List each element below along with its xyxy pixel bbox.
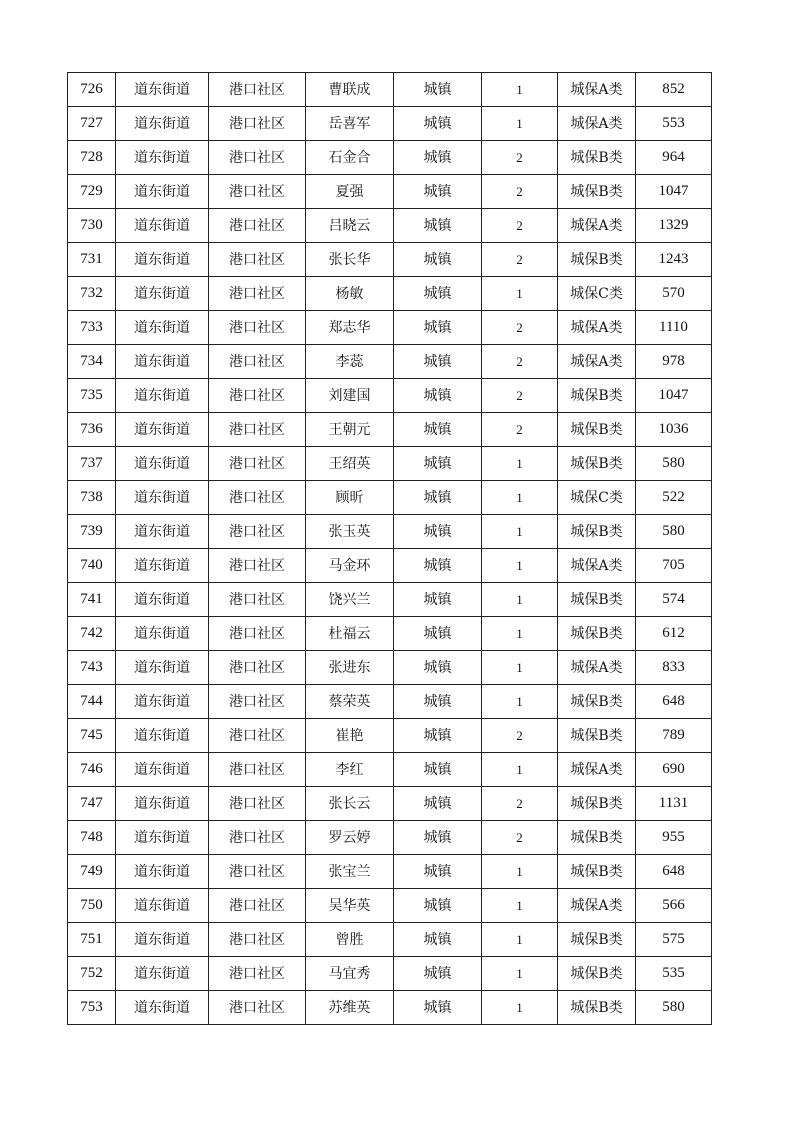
street-cell: 道东街道 (116, 787, 209, 821)
category-cell: 城保A类 (558, 889, 636, 923)
street-cell: 道东街道 (116, 821, 209, 855)
table-row (68, 277, 712, 311)
area-type-cell: 城镇 (394, 311, 482, 345)
street-cell: 道东街道 (116, 753, 209, 787)
row-number-cell: 728 (68, 141, 116, 175)
table-row (68, 821, 712, 855)
category-cell: 城保B类 (558, 957, 636, 991)
area-type-cell: 城镇 (394, 753, 482, 787)
category-cell: 城保A类 (558, 73, 636, 107)
category-cell: 城保B类 (558, 243, 636, 277)
amount-cell: 690 (636, 753, 712, 787)
category-cell: 城保A类 (558, 549, 636, 583)
table-row (68, 957, 712, 991)
street-cell: 道东街道 (116, 379, 209, 413)
area-type-cell: 城镇 (394, 277, 482, 311)
area-type-cell: 城镇 (394, 821, 482, 855)
amount-cell: 964 (636, 141, 712, 175)
persons-cell: 2 (482, 345, 558, 379)
community-cell: 港口社区 (209, 379, 306, 413)
community-cell: 港口社区 (209, 311, 306, 345)
category-cell: 城保B类 (558, 787, 636, 821)
category-cell: 城保A类 (558, 753, 636, 787)
amount-cell: 648 (636, 685, 712, 719)
persons-cell: 1 (482, 617, 558, 651)
persons-cell: 1 (482, 889, 558, 923)
community-cell: 港口社区 (209, 855, 306, 889)
street-cell: 道东街道 (116, 515, 209, 549)
row-number-cell: 731 (68, 243, 116, 277)
community-cell: 港口社区 (209, 515, 306, 549)
street-cell: 道东街道 (116, 481, 209, 515)
row-number-cell: 741 (68, 583, 116, 617)
street-cell: 道东街道 (116, 243, 209, 277)
community-cell: 港口社区 (209, 889, 306, 923)
amount-cell: 1047 (636, 175, 712, 209)
community-cell: 港口社区 (209, 719, 306, 753)
table-row (68, 73, 712, 107)
row-number-cell: 751 (68, 923, 116, 957)
area-type-cell: 城镇 (394, 855, 482, 889)
area-type-cell: 城镇 (394, 73, 482, 107)
persons-cell: 2 (482, 243, 558, 277)
table-row (68, 583, 712, 617)
name-cell: 饶兴兰 (306, 583, 394, 617)
table-row (68, 719, 712, 753)
amount-cell: 574 (636, 583, 712, 617)
area-type-cell: 城镇 (394, 515, 482, 549)
persons-cell: 1 (482, 753, 558, 787)
amount-cell: 978 (636, 345, 712, 379)
row-number-cell: 743 (68, 651, 116, 685)
area-type-cell: 城镇 (394, 549, 482, 583)
community-cell: 港口社区 (209, 481, 306, 515)
area-type-cell: 城镇 (394, 923, 482, 957)
name-cell: 杨敏 (306, 277, 394, 311)
name-cell: 苏维英 (306, 991, 394, 1025)
community-cell: 港口社区 (209, 209, 306, 243)
table-row (68, 345, 712, 379)
row-number-cell: 749 (68, 855, 116, 889)
persons-cell: 2 (482, 821, 558, 855)
street-cell: 道东街道 (116, 311, 209, 345)
street-cell: 道东街道 (116, 889, 209, 923)
table-row (68, 855, 712, 889)
amount-cell: 648 (636, 855, 712, 889)
category-cell: 城保B类 (558, 379, 636, 413)
amount-cell: 566 (636, 889, 712, 923)
persons-cell: 2 (482, 719, 558, 753)
community-cell: 港口社区 (209, 447, 306, 481)
street-cell: 道东街道 (116, 549, 209, 583)
category-cell: 城保B类 (558, 515, 636, 549)
amount-cell: 580 (636, 515, 712, 549)
table-row (68, 209, 712, 243)
row-number-cell: 727 (68, 107, 116, 141)
name-cell: 张长云 (306, 787, 394, 821)
table-row (68, 481, 712, 515)
records-table (67, 72, 712, 1025)
table-row (68, 243, 712, 277)
street-cell: 道东街道 (116, 583, 209, 617)
community-cell: 港口社区 (209, 243, 306, 277)
row-number-cell: 740 (68, 549, 116, 583)
amount-cell: 553 (636, 107, 712, 141)
row-number-cell: 753 (68, 991, 116, 1025)
name-cell: 杜福云 (306, 617, 394, 651)
row-number-cell: 746 (68, 753, 116, 787)
community-cell: 港口社区 (209, 957, 306, 991)
category-cell: 城保C类 (558, 481, 636, 515)
area-type-cell: 城镇 (394, 889, 482, 923)
amount-cell: 570 (636, 277, 712, 311)
name-cell: 曹联成 (306, 73, 394, 107)
name-cell: 张进东 (306, 651, 394, 685)
name-cell: 马宜秀 (306, 957, 394, 991)
persons-cell: 1 (482, 549, 558, 583)
persons-cell: 1 (482, 685, 558, 719)
name-cell: 顾昕 (306, 481, 394, 515)
category-cell: 城保A类 (558, 311, 636, 345)
name-cell: 罗云婷 (306, 821, 394, 855)
records-body (68, 73, 712, 1025)
category-cell: 城保B类 (558, 991, 636, 1025)
community-cell: 港口社区 (209, 141, 306, 175)
street-cell: 道东街道 (116, 991, 209, 1025)
category-cell: 城保B类 (558, 413, 636, 447)
table-row (68, 889, 712, 923)
name-cell: 岳喜军 (306, 107, 394, 141)
category-cell: 城保B类 (558, 821, 636, 855)
name-cell: 郑志华 (306, 311, 394, 345)
area-type-cell: 城镇 (394, 447, 482, 481)
area-type-cell: 城镇 (394, 957, 482, 991)
table-row (68, 991, 712, 1025)
persons-cell: 1 (482, 481, 558, 515)
name-cell: 夏强 (306, 175, 394, 209)
amount-cell: 1243 (636, 243, 712, 277)
name-cell: 张长华 (306, 243, 394, 277)
street-cell: 道东街道 (116, 277, 209, 311)
community-cell: 港口社区 (209, 549, 306, 583)
row-number-cell: 726 (68, 73, 116, 107)
category-cell: 城保B类 (558, 583, 636, 617)
community-cell: 港口社区 (209, 107, 306, 141)
amount-cell: 789 (636, 719, 712, 753)
row-number-cell: 750 (68, 889, 116, 923)
table-row (68, 549, 712, 583)
community-cell: 港口社区 (209, 651, 306, 685)
area-type-cell: 城镇 (394, 991, 482, 1025)
street-cell: 道东街道 (116, 345, 209, 379)
row-number-cell: 736 (68, 413, 116, 447)
table-row (68, 379, 712, 413)
name-cell: 崔艳 (306, 719, 394, 753)
table-row (68, 141, 712, 175)
amount-cell: 833 (636, 651, 712, 685)
name-cell: 王绍英 (306, 447, 394, 481)
table-row (68, 651, 712, 685)
amount-cell: 535 (636, 957, 712, 991)
persons-cell: 2 (482, 209, 558, 243)
category-cell: 城保A类 (558, 209, 636, 243)
name-cell: 李蕊 (306, 345, 394, 379)
name-cell: 张玉英 (306, 515, 394, 549)
street-cell: 道东街道 (116, 685, 209, 719)
area-type-cell: 城镇 (394, 243, 482, 277)
name-cell: 石金合 (306, 141, 394, 175)
category-cell: 城保B类 (558, 855, 636, 889)
area-type-cell: 城镇 (394, 345, 482, 379)
category-cell: 城保B类 (558, 617, 636, 651)
row-number-cell: 752 (68, 957, 116, 991)
category-cell: 城保B类 (558, 175, 636, 209)
table-row (68, 923, 712, 957)
street-cell: 道东街道 (116, 141, 209, 175)
persons-cell: 1 (482, 277, 558, 311)
area-type-cell: 城镇 (394, 141, 482, 175)
table-row (68, 413, 712, 447)
row-number-cell: 729 (68, 175, 116, 209)
row-number-cell: 733 (68, 311, 116, 345)
street-cell: 道东街道 (116, 855, 209, 889)
street-cell: 道东街道 (116, 209, 209, 243)
amount-cell: 580 (636, 447, 712, 481)
table-row (68, 685, 712, 719)
row-number-cell: 738 (68, 481, 116, 515)
persons-cell: 2 (482, 413, 558, 447)
table-row (68, 175, 712, 209)
amount-cell: 1329 (636, 209, 712, 243)
community-cell: 港口社区 (209, 413, 306, 447)
persons-cell: 2 (482, 141, 558, 175)
table-row (68, 787, 712, 821)
row-number-cell: 748 (68, 821, 116, 855)
persons-cell: 1 (482, 515, 558, 549)
street-cell: 道东街道 (116, 413, 209, 447)
area-type-cell: 城镇 (394, 413, 482, 447)
name-cell: 吕晓云 (306, 209, 394, 243)
amount-cell: 1110 (636, 311, 712, 345)
persons-cell: 2 (482, 379, 558, 413)
persons-cell: 1 (482, 583, 558, 617)
area-type-cell: 城镇 (394, 481, 482, 515)
category-cell: 城保A类 (558, 107, 636, 141)
category-cell: 城保B类 (558, 141, 636, 175)
table-row (68, 515, 712, 549)
row-number-cell: 730 (68, 209, 116, 243)
area-type-cell: 城镇 (394, 719, 482, 753)
name-cell: 曾胜 (306, 923, 394, 957)
amount-cell: 612 (636, 617, 712, 651)
community-cell: 港口社区 (209, 787, 306, 821)
table-row (68, 107, 712, 141)
row-number-cell: 734 (68, 345, 116, 379)
name-cell: 蔡荣英 (306, 685, 394, 719)
persons-cell: 1 (482, 107, 558, 141)
amount-cell: 852 (636, 73, 712, 107)
name-cell: 李红 (306, 753, 394, 787)
amount-cell: 580 (636, 991, 712, 1025)
table-row (68, 753, 712, 787)
row-number-cell: 747 (68, 787, 116, 821)
street-cell: 道东街道 (116, 175, 209, 209)
amount-cell: 575 (636, 923, 712, 957)
amount-cell: 1047 (636, 379, 712, 413)
area-type-cell: 城镇 (394, 651, 482, 685)
community-cell: 港口社区 (209, 583, 306, 617)
area-type-cell: 城镇 (394, 379, 482, 413)
amount-cell: 705 (636, 549, 712, 583)
community-cell: 港口社区 (209, 73, 306, 107)
community-cell: 港口社区 (209, 345, 306, 379)
street-cell: 道东街道 (116, 107, 209, 141)
street-cell: 道东街道 (116, 923, 209, 957)
name-cell: 刘建国 (306, 379, 394, 413)
area-type-cell: 城镇 (394, 685, 482, 719)
street-cell: 道东街道 (116, 73, 209, 107)
category-cell: 城保B类 (558, 923, 636, 957)
name-cell: 马金环 (306, 549, 394, 583)
name-cell: 吴华英 (306, 889, 394, 923)
persons-cell: 1 (482, 957, 558, 991)
amount-cell: 522 (636, 481, 712, 515)
area-type-cell: 城镇 (394, 175, 482, 209)
persons-cell: 1 (482, 73, 558, 107)
table-row (68, 311, 712, 345)
persons-cell: 1 (482, 923, 558, 957)
row-number-cell: 742 (68, 617, 116, 651)
community-cell: 港口社区 (209, 617, 306, 651)
street-cell: 道东街道 (116, 617, 209, 651)
row-number-cell: 735 (68, 379, 116, 413)
row-number-cell: 744 (68, 685, 116, 719)
persons-cell: 2 (482, 175, 558, 209)
row-number-cell: 739 (68, 515, 116, 549)
community-cell: 港口社区 (209, 991, 306, 1025)
area-type-cell: 城镇 (394, 209, 482, 243)
street-cell: 道东街道 (116, 651, 209, 685)
persons-cell: 1 (482, 991, 558, 1025)
table-row (68, 447, 712, 481)
area-type-cell: 城镇 (394, 107, 482, 141)
category-cell: 城保B类 (558, 447, 636, 481)
area-type-cell: 城镇 (394, 583, 482, 617)
row-number-cell: 745 (68, 719, 116, 753)
community-cell: 港口社区 (209, 175, 306, 209)
community-cell: 港口社区 (209, 277, 306, 311)
amount-cell: 1036 (636, 413, 712, 447)
category-cell: 城保C类 (558, 277, 636, 311)
area-type-cell: 城镇 (394, 617, 482, 651)
persons-cell: 1 (482, 651, 558, 685)
community-cell: 港口社区 (209, 923, 306, 957)
name-cell: 王朝元 (306, 413, 394, 447)
table-row (68, 617, 712, 651)
name-cell: 张宝兰 (306, 855, 394, 889)
amount-cell: 955 (636, 821, 712, 855)
persons-cell: 2 (482, 311, 558, 345)
row-number-cell: 737 (68, 447, 116, 481)
category-cell: 城保B类 (558, 719, 636, 753)
community-cell: 港口社区 (209, 753, 306, 787)
category-cell: 城保B类 (558, 685, 636, 719)
community-cell: 港口社区 (209, 821, 306, 855)
persons-cell: 1 (482, 855, 558, 889)
category-cell: 城保A类 (558, 345, 636, 379)
row-number-cell: 732 (68, 277, 116, 311)
category-cell: 城保A类 (558, 651, 636, 685)
amount-cell: 1131 (636, 787, 712, 821)
street-cell: 道东街道 (116, 957, 209, 991)
street-cell: 道东街道 (116, 719, 209, 753)
community-cell: 港口社区 (209, 685, 306, 719)
area-type-cell: 城镇 (394, 787, 482, 821)
persons-cell: 1 (482, 447, 558, 481)
street-cell: 道东街道 (116, 447, 209, 481)
persons-cell: 2 (482, 787, 558, 821)
